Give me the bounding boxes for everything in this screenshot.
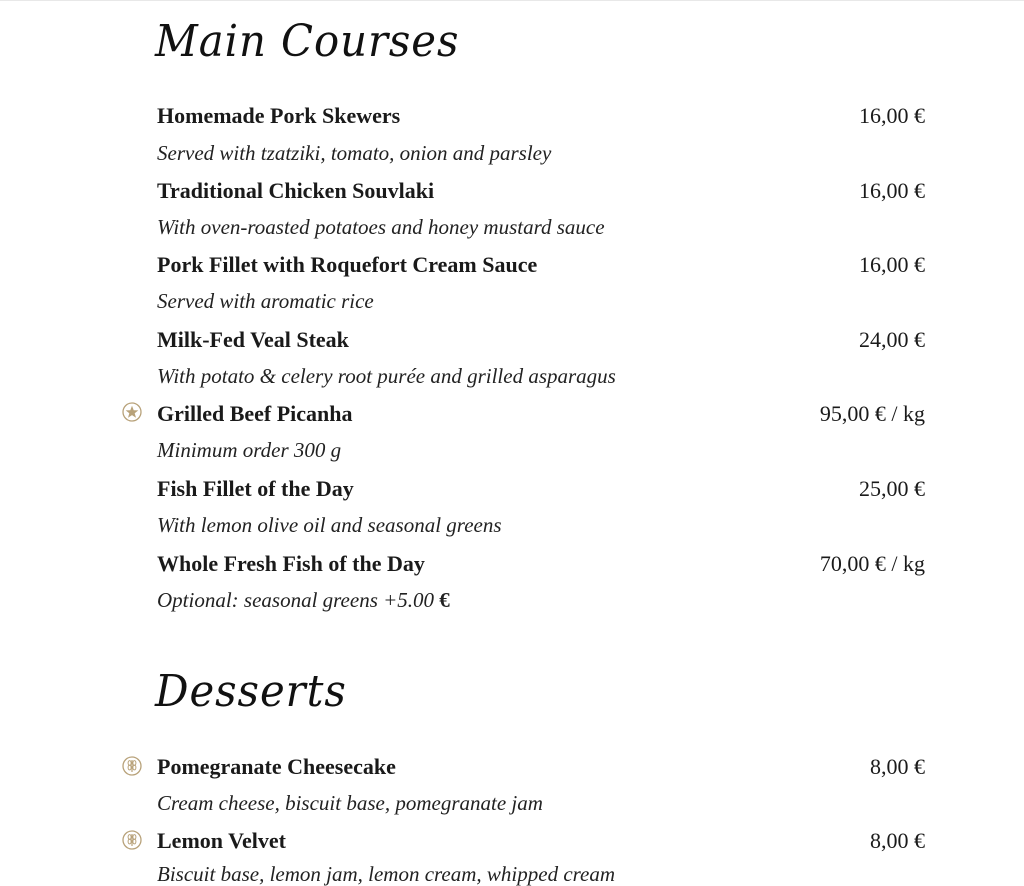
menu-item-description: Biscuit base, lemon jam, lemon cream, whipped cream <box>157 862 616 886</box>
menu-item-description: Minimum order 300 g <box>157 438 342 462</box>
menu-item-description: With oven-roasted potatoes and honey mustard sauce <box>157 215 605 239</box>
wheat-badge-icon <box>122 830 142 850</box>
menu-item-description: Cream cheese, biscuit base, pomegranate jam <box>157 791 543 815</box>
menu-item-name: Fish Fillet of the Day <box>157 476 354 501</box>
menu-item-price: 8,00 € <box>870 754 925 779</box>
section-title-desserts: Desserts <box>155 666 347 717</box>
menu-item-description: With lemon olive oil and seasonal greens <box>157 513 502 537</box>
star-badge-icon <box>122 402 142 422</box>
menu-item-name: Grilled Beef Picanha <box>157 401 353 426</box>
menu-item-description: Served with aromatic rice <box>157 289 374 313</box>
menu-item-price: 16,00 € <box>859 178 925 203</box>
menu-item-description-text: Optional: seasonal greens +5.00 <box>157 588 435 612</box>
menu-item-price: 24,00 € <box>859 327 925 352</box>
menu-item-name: Milk-Fed Veal Steak <box>157 327 349 352</box>
menu-item-description: Served with tzatziki, tomato, onion and parsley <box>157 141 552 165</box>
menu-item-name: Traditional Chicken Souvlaki <box>157 178 435 203</box>
menu-item-price: 95,00 € / kg <box>819 401 925 426</box>
menu-item-price: 16,00 € <box>859 252 925 277</box>
euro-sign: € <box>439 588 450 612</box>
page-top-rule <box>0 0 1024 1</box>
menu-item-price: 8,00 € <box>870 828 925 853</box>
menu-item-name: Pork Fillet with Roquefort Cream Sauce <box>157 252 538 277</box>
menu-item-description <box>157 590 450 611</box>
menu-item-price: 70,00 € / kg <box>819 551 925 576</box>
menu-item-name: Homemade Pork Skewers <box>157 103 401 128</box>
wheat-badge-icon <box>122 756 142 776</box>
menu-item-description: With potato & celery root purée and grilled asparagus <box>157 364 616 388</box>
menu-item-price: 25,00 € <box>859 476 925 501</box>
section-title-main-courses: Main Courses <box>155 16 460 67</box>
menu-item-name: Whole Fresh Fish of the Day <box>157 551 425 576</box>
menu-item-price: 16,00 € <box>859 103 925 128</box>
menu-item-name: Pomegranate Cheesecake <box>157 754 396 779</box>
menu-item-name: Lemon Velvet <box>157 828 286 853</box>
